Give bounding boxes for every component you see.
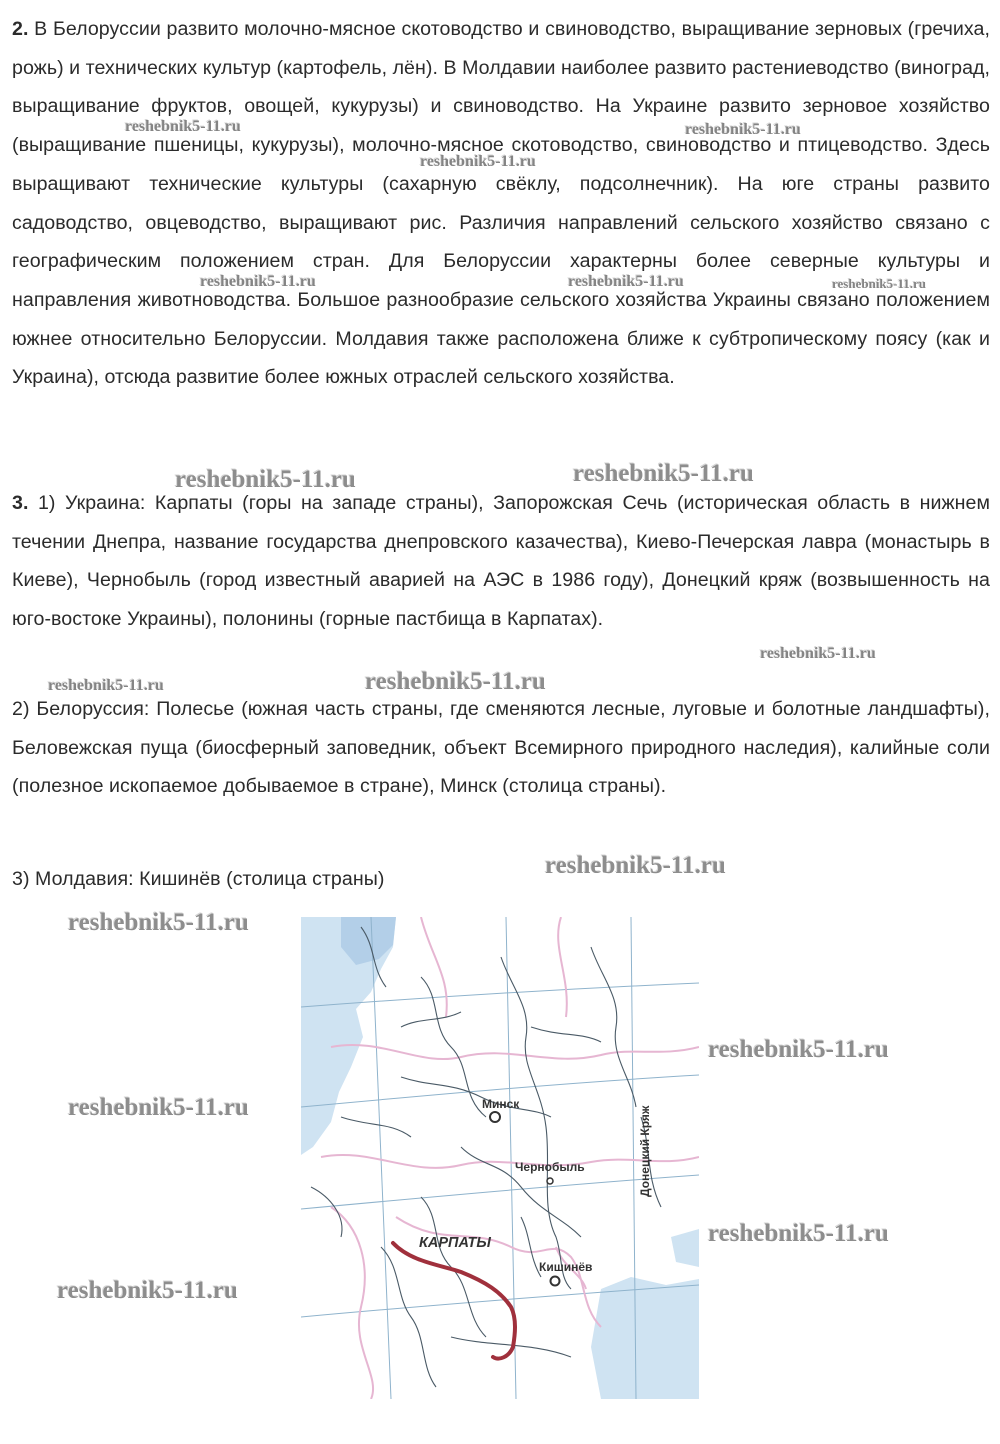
watermark: reshebnik5-11.ru	[568, 273, 684, 290]
karpaty-label: КАРПАТЫ	[419, 1235, 491, 1251]
watermark: reshebnik5-11.ru	[57, 1277, 238, 1304]
watermark: reshebnik5-11.ru	[175, 466, 356, 493]
chernobyl-label: Чернобыль	[515, 1160, 585, 1174]
watermark: reshebnik5-11.ru	[200, 273, 316, 290]
watermark: reshebnik5-11.ru	[708, 1036, 889, 1063]
section-3-item-2: 2) Белоруссия: Полесье (южная часть страны, где сменяются лесные, луговые и болотные ландшафты), Беловежская пуща (биосферный заповедник, объект Всемирного природного наследия), калийные соли (полезное ископаемое добываемое в стране), Минск (столица страны).	[12, 698, 990, 798]
watermark: reshebnik5-11.ru	[68, 909, 249, 936]
section-3-item-3: 3) Молдавия: Кишинёв (столица страны)	[12, 868, 385, 890]
section-2-paragraph	[12, 10, 990, 397]
watermark: reshebnik5-11.ru	[68, 1094, 249, 1121]
minsk-label: Минск	[482, 1097, 520, 1111]
black-sea	[591, 1277, 699, 1399]
sea-of-azov	[671, 1229, 699, 1267]
watermark: reshebnik5-11.ru	[420, 153, 536, 170]
watermark: reshebnik5-11.ru	[708, 1220, 889, 1247]
watermark: reshebnik5-11.ru	[125, 118, 241, 135]
contour-map	[301, 917, 699, 1399]
watermark: reshebnik5-11.ru	[365, 668, 546, 695]
section-2-number: 2.	[12, 18, 29, 40]
watermark: reshebnik5-11.ru	[545, 852, 726, 879]
watermark: reshebnik5-11.ru	[685, 121, 801, 138]
chernobyl-marker	[547, 1178, 553, 1184]
section-3-item-1	[12, 484, 990, 639]
watermark: reshebnik5-11.ru	[48, 677, 164, 694]
donetsky-kryazh-label: Донецкий Кряж	[638, 1105, 652, 1197]
minsk-marker	[490, 1112, 500, 1122]
watermark: reshebnik5-11.ru	[760, 645, 876, 662]
kishinev-label: Кишинёв	[539, 1260, 593, 1274]
section-2-text: В Белоруссии развито молочно-мясное скотоводство и свиноводство, выращивание зерновых (гречиха, рожь) и технических культур (картофель, лён). В Молдавии наиболее развито растениеводство (виноград, выращивание фруктов, овощей, кукурузы) и свиноводство. На Украине развито зерновое хозяйство (выращивание пшеницы, кукурузы), молочно-мясное скотоводство, свиноводство и птицеводство. Здесь выращивают технические культуры (сахарную свёклу, подсолнечник). На юге страны развито садоводство, овцеводство, выращивают рис. Различия направлений сельского хозяйство связано с географическим положением стран. Для Белоруссии характерны более северные культуры и направления животноводства. Большое разнообразие сельского хозяйства Украины связано положением южнее относительно Белоруссии. Молдавия также расположена ближе к субтропическому поясу (как и Украина), отсюда развитие более южных отраслей сельского хозяйства.	[12, 18, 990, 389]
watermark: reshebnik5-11.ru	[832, 276, 927, 291]
section-3-item-1-text: 1) Украина: Карпаты (горы на западе страны), Запорожская Сечь (историческая область в нижнем течении Днепра, название государства днепровского казачества), Киево-Печерская лавра (монастырь в Киеве), Чернобыль (город известный аварией на АЭС в 1986 году), Донецкий кряж (возвышенность на юго-востоке Украины), полонины (горные пастбища в Карпатах).	[12, 492, 991, 631]
watermark: reshebnik5-11.ru	[573, 460, 754, 487]
kishinev-marker	[551, 1277, 560, 1286]
section-3-number: 3.	[12, 492, 29, 514]
